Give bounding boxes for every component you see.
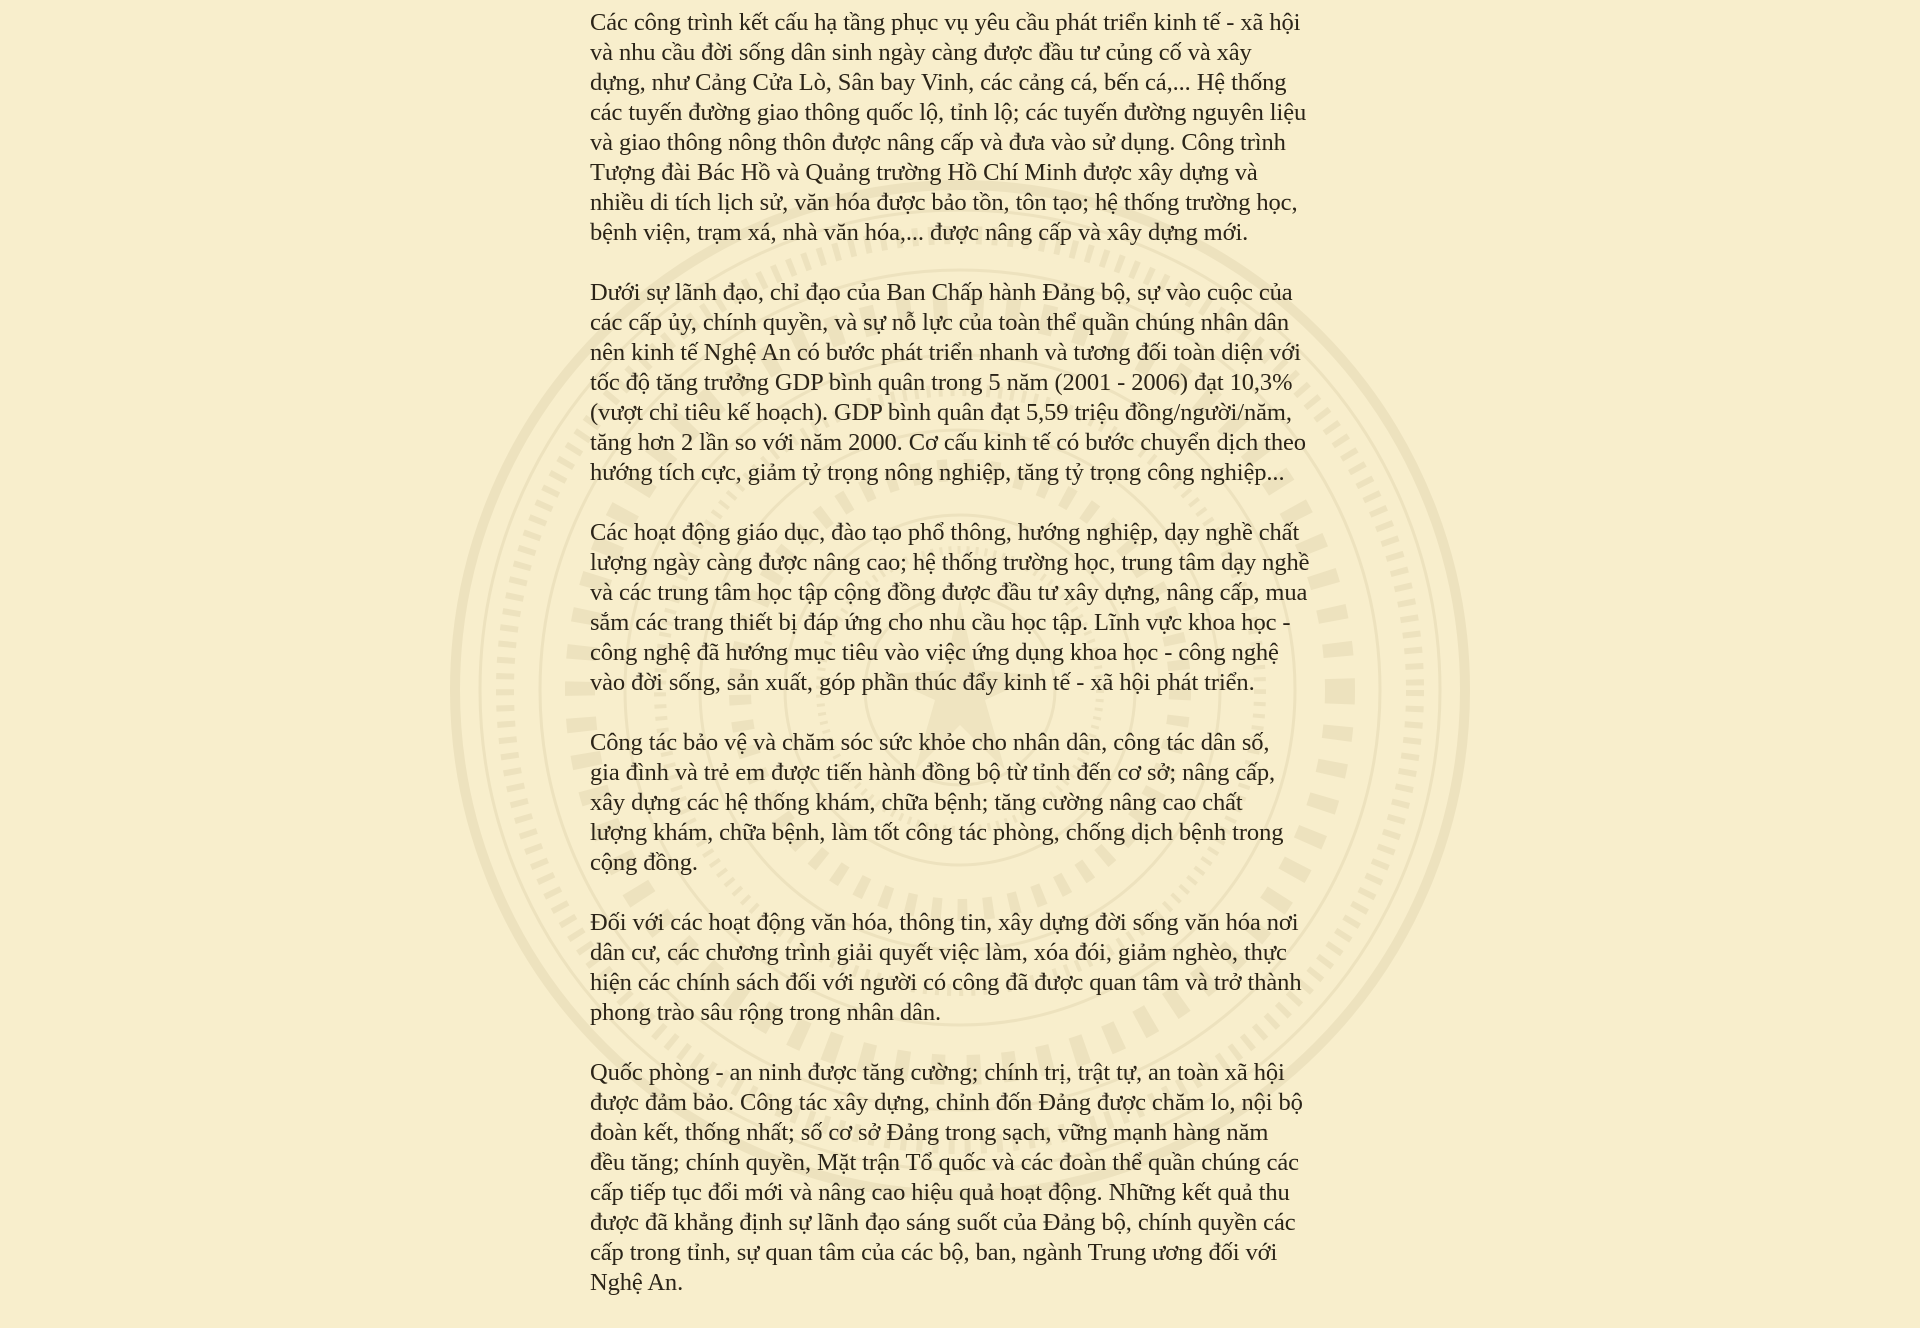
- paragraph-infrastructure: Các công trình kết cấu hạ tầng phục vụ yêu cầu phát triển kinh tế - xã hội và nhu cầu đời sống dân sinh ngày càng được đầu tư củng cố và xây dựng, như Cảng Cửa Lò, Sân bay Vinh, các cảng cá, bến cá,... Hệ thống các tuyến đường giao thông quốc lộ, tỉnh lộ; các tuyến đường nguyên liệu và giao thông nông thôn được nâng cấp và đưa vào sử dụng. Công trình Tượng đài Bác Hồ và Quảng trường Hồ Chí Minh được xây dựng và nhiều di tích lịch sử, văn hóa được bảo tồn, tôn tạo; hệ thống trường học, bệnh viện, trạm xá, nhà văn hóa,... được nâng cấp và xây dựng mới.: [590, 9, 1307, 246]
- paragraph-defense-security: Quốc phòng - an ninh được tăng cường; chính trị, trật tự, an toàn xã hội được đảm bảo. Công tác xây dựng, chỉnh đốn Đảng được chăm lo, nội bộ đoàn kết, thống nhất; số cơ sở Đảng trong sạch, vững mạnh hàng năm đều tăng; chính quyền, Mặt trận Tổ quốc và các đoàn thể quần chúng các cấp tiếp tục đổi mới và nâng cao hiệu quả hoạt động. Những kết quả thu được đã khẳng định sự lãnh đạo sáng suốt của Đảng bộ, chính quyền các cấp trong tỉnh, sự quan tâm của các bộ, ban, ngành Trung ương đối với Nghệ An.: [590, 1059, 1303, 1296]
- paragraph-culture: Đối với các hoạt động văn hóa, thông tin, xây dựng đời sống văn hóa nơi dân cư, các chương trình giải quyết việc làm, xóa đói, giảm nghèo, thực hiện các chính sách đối với người có công đã được quan tâm và trở thành phong trào sâu rộng trong nhân dân.: [590, 909, 1302, 1026]
- paragraph-economy: Dưới sự lãnh đạo, chỉ đạo của Ban Chấp hành Đảng bộ, sự vào cuộc của các cấp ủy, chính quyền, và sự nỗ lực của toàn thể quần chúng nhân dân nên kinh tế Nghệ An có bước phát triển nhanh và tương đối toàn diện với tốc độ tăng trưởng GDP bình quân trong 5 năm (2001 - 2006) đạt 10,3% (vượt chỉ tiêu kế hoạch). GDP bình quân đạt 5,59 triệu đồng/người/năm, tăng hơn 2 lần so với năm 2000. Cơ cấu kinh tế có bước chuyển dịch theo hướng tích cực, giảm tỷ trọng nông nghiệp, tăng tỷ trọng công nghiệp...: [590, 279, 1306, 486]
- paragraph-education: Các hoạt động giáo dục, đào tạo phổ thông, hướng nghiệp, dạy nghề chất lượng ngày càng được nâng cao; hệ thống trường học, trung tâm dạy nghề và các trung tâm học tập cộng đồng được đầu tư xây dựng, nâng cấp, mua sắm các trang thiết bị đáp ứng cho nhu cầu học tập. Lĩnh vực khoa học - công nghệ đã hướng mục tiêu vào việc ứng dụng khoa học - công nghệ vào đời sống, sản xuất, góp phần thúc đẩy kinh tế - xã hội phát triển.: [590, 519, 1310, 696]
- article-body: [590, 8, 1335, 1328]
- paragraph-healthcare: Công tác bảo vệ và chăm sóc sức khỏe cho nhân dân, công tác dân số, gia đình và trẻ em được tiến hành đồng bộ từ tỉnh đến cơ sở; nâng cấp, xây dựng các hệ thống khám, chữa bệnh; tăng cường nâng cao chất lượng khám, chữa bệnh, làm tốt công tác phòng, chống dịch bệnh trong cộng đồng.: [590, 729, 1284, 876]
